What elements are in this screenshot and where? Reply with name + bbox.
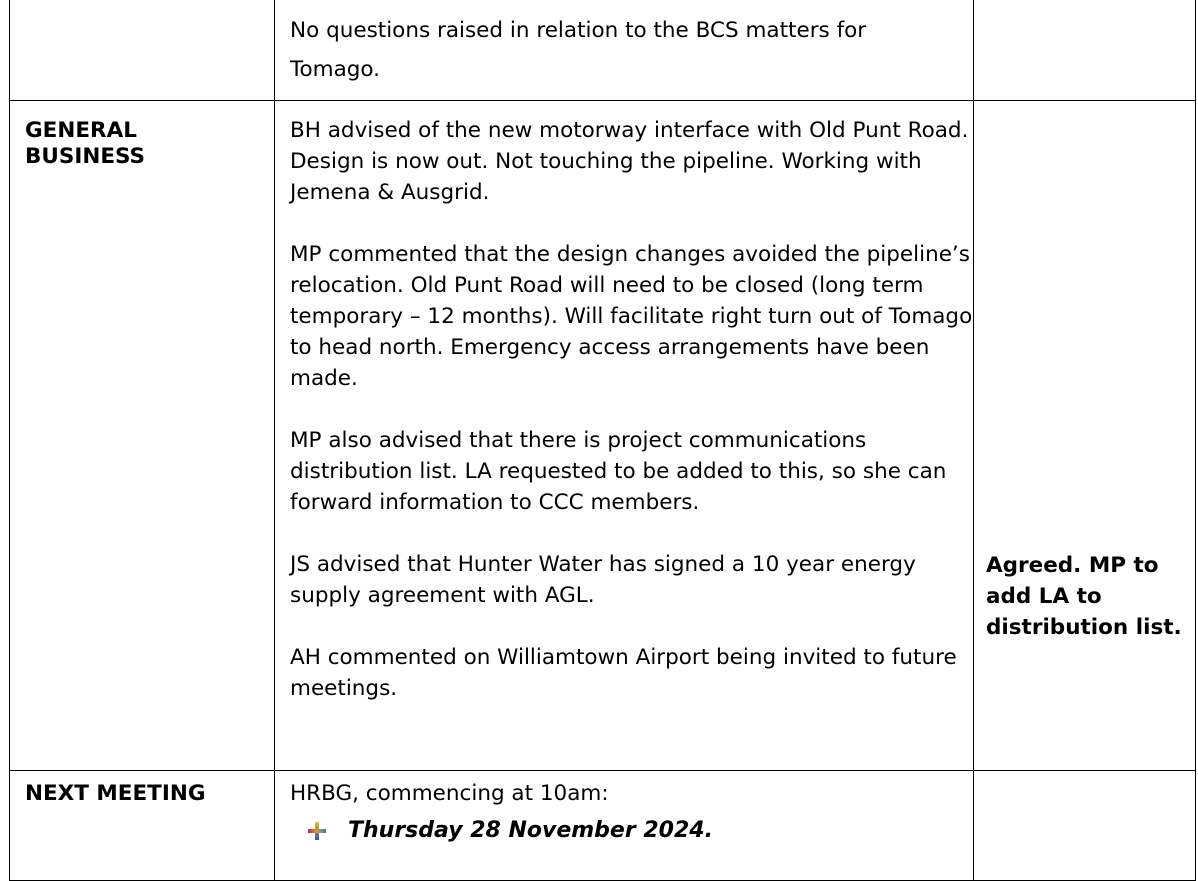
discussion-paragraph: MP also advised that there is project communications distribution list. LA requested to be added to this, so she can forward information to CCC members.	[290, 428, 947, 515]
meeting-date: Thursday 28 November 2024.	[348, 818, 713, 843]
topic-cell	[10, 771, 275, 881]
next-meeting-intro: HRBG, commencing at 10am:	[290, 781, 609, 806]
topic-cell	[10, 101, 275, 771]
action-cell	[974, 771, 1196, 881]
topic-label-line2: BUSINESS	[25, 144, 146, 169]
action-cell	[974, 0, 1196, 101]
discussion-cell	[275, 0, 974, 101]
table-row-next-meeting	[10, 771, 1196, 881]
topic-label: NEXT MEETING	[25, 781, 206, 806]
topic-label-line1: GENERAL	[25, 118, 137, 143]
discussion-cell	[275, 101, 974, 771]
table-row-bcs	[10, 0, 1196, 101]
discussion-paragraph: MP commented that the design changes avoided the pipeline’s relocation. Old Punt Road will need to be closed (long term temporary – 12 months). Will facilitate right turn out of Tomago to head north. Emergency access arrangements have been made.	[290, 242, 973, 391]
minutes-table	[9, 0, 1196, 881]
topic-cell	[10, 0, 275, 101]
bullet-icon	[308, 822, 326, 840]
discussion-paragraph: JS advised that Hunter Water has signed a 10 year energy supply agreement with AGL.	[290, 552, 916, 608]
discussion-cell	[275, 771, 974, 881]
discussion-paragraph: BH advised of the new motorway interface with Old Punt Road. Design is now out. Not touching the pipeline. Working with Jemena & Ausgrid.	[290, 118, 969, 205]
meeting-date-bullet	[308, 815, 973, 846]
discussion-text: Tomago.	[290, 57, 381, 82]
discussion-text: No questions raised in relation to the BCS matters for	[290, 18, 867, 43]
action-cell	[974, 101, 1196, 771]
table-row-general-business	[10, 101, 1196, 771]
discussion-paragraph: AH commented on Williamtown Airport being invited to future meetings.	[290, 645, 957, 701]
action-text: Agreed. MP to add LA to distribution list.	[986, 553, 1182, 640]
